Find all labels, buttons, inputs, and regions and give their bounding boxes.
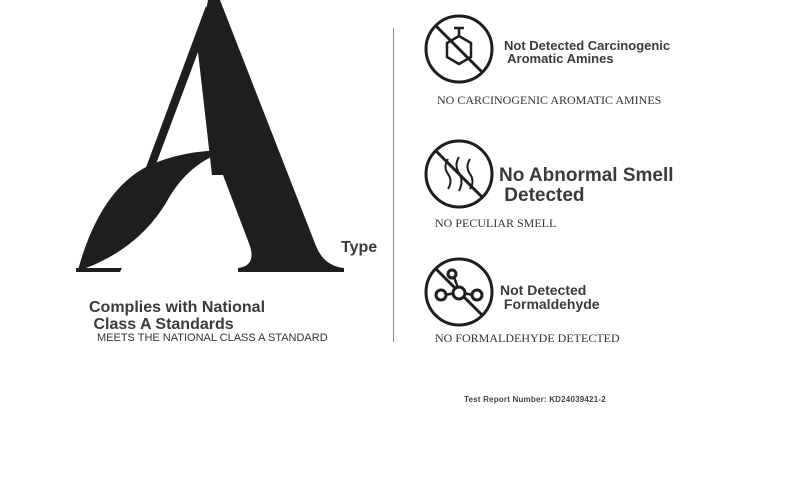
feature-smell-title-line1: No Abnormal Smell [499, 165, 674, 186]
odor-waves-icon [424, 139, 494, 209]
complies-title [89, 299, 265, 333]
complies-title-line2: Class A Standards [89, 316, 234, 333]
letter-a-leaf-icon [60, 0, 360, 280]
feature-smell-subtitle: NO PECULIAR SMELL [435, 216, 557, 230]
feature-formaldehyde-title-line2: Formaldehyde [500, 296, 600, 312]
feature-amines-title-line2: Aromatic Amines [504, 51, 614, 66]
feature-formaldehyde-title [500, 283, 600, 311]
complies-title-line1: Complies with National [89, 299, 266, 316]
complies-subtitle: MEETS THE NATIONAL CLASS A STANDARD [97, 332, 328, 344]
feature-amines-title-line1: Not Detected Carcinogenic [504, 38, 671, 53]
feature-smell-title-line2: Detected [499, 185, 585, 206]
aromatic-amine-molecule-icon [424, 14, 494, 84]
feature-smell-title [499, 166, 674, 206]
vertical-divider [393, 28, 394, 342]
type-label: Type [341, 239, 378, 256]
formaldehyde-molecule-icon [424, 257, 494, 327]
class-a-logo [60, 0, 360, 280]
feature-amines-title [504, 39, 670, 65]
feature-formaldehyde-subtitle: NO FORMALDEHYDE DETECTED [435, 331, 620, 345]
test-report-number: Test Report Number: KD24039421-2 [464, 395, 606, 404]
feature-amines-subtitle: NO CARCINOGENIC AROMATIC AMINES [437, 93, 662, 107]
feature-formaldehyde-title-line1: Not Detected [500, 282, 587, 298]
